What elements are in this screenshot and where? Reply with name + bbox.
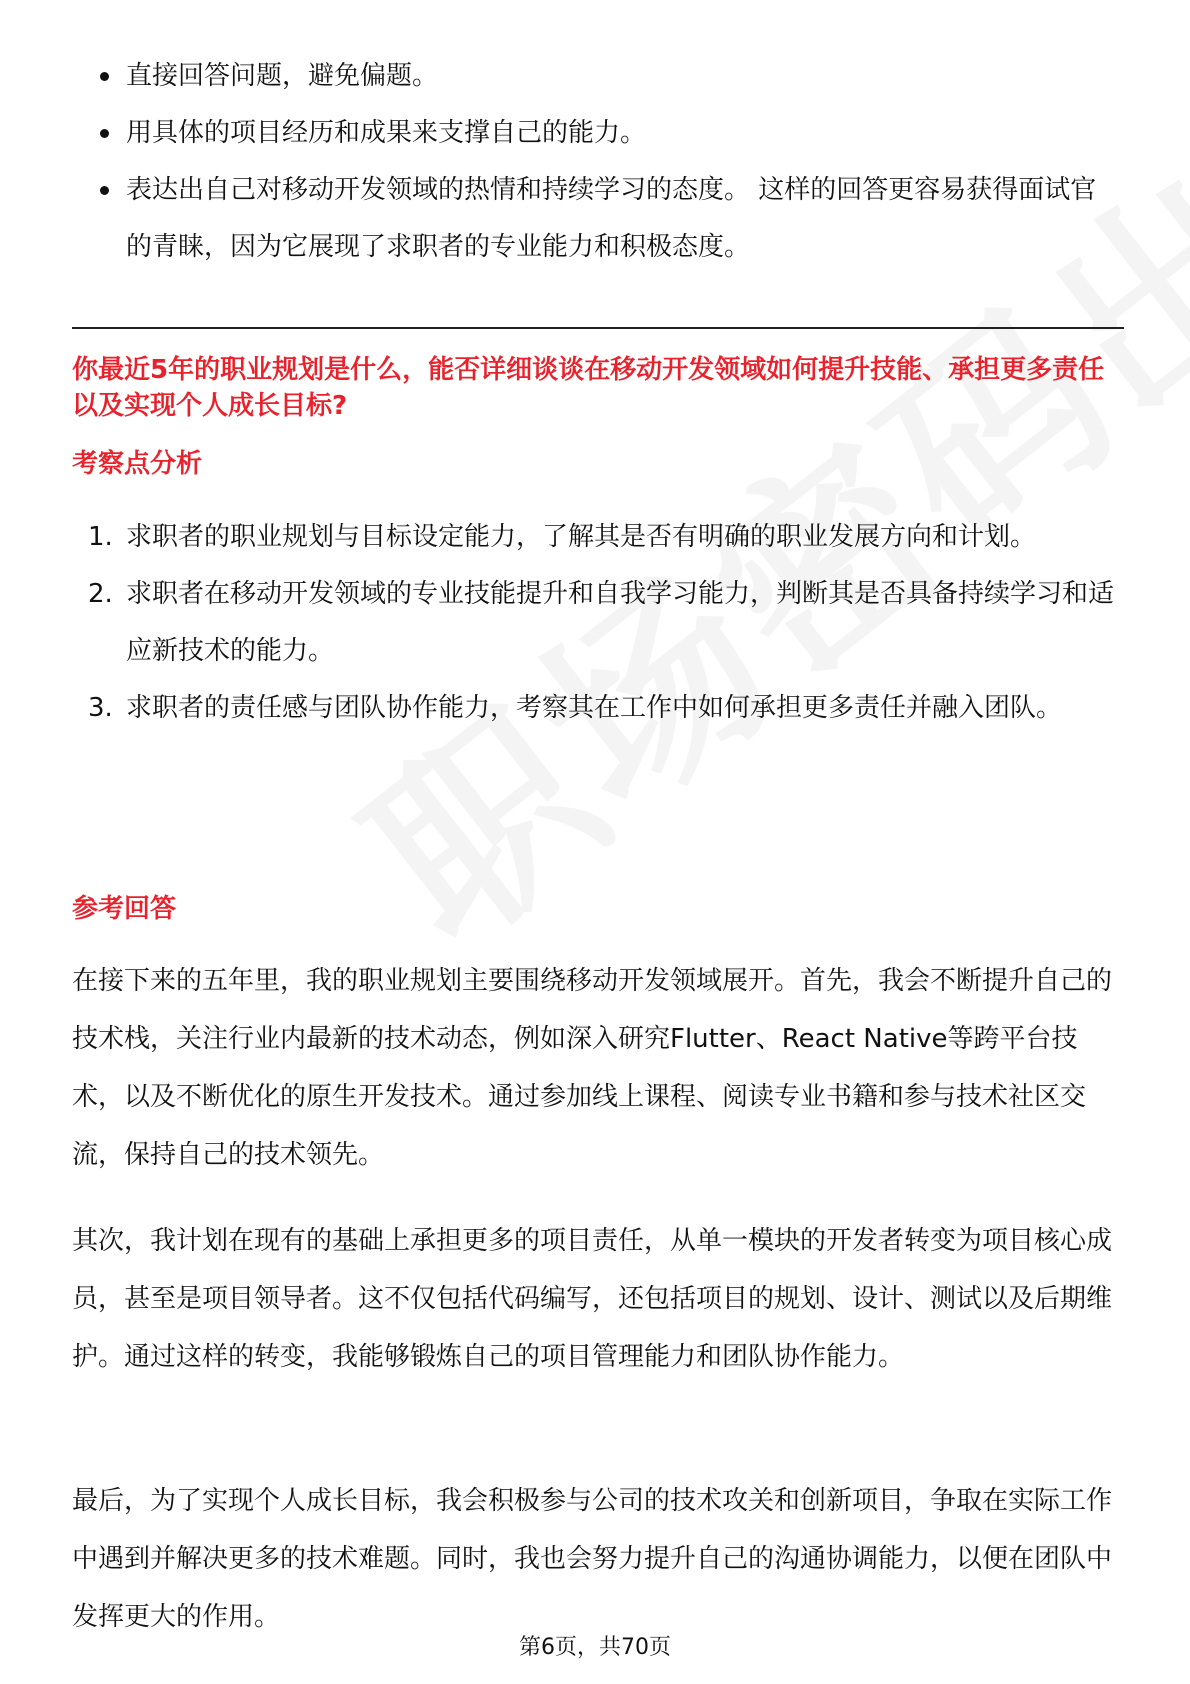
bullet-item (72, 48, 1122, 105)
item-number: 1. (88, 522, 113, 552)
bullet-list (72, 48, 1122, 276)
analysis-item (72, 509, 1124, 566)
item-number: 2. (88, 579, 113, 609)
section-divider (72, 327, 1124, 329)
analysis-heading: 考察点分析 (72, 449, 203, 479)
page-number: 第6页，共70页 (519, 1635, 671, 1660)
bullet-section (72, 48, 1122, 276)
item-text: 求职者在移动开发领域的专业技能提升和自我学习能力，判断其是否具备持续学习和适应新技术的能力。 (126, 579, 1115, 666)
analysis-item (72, 680, 1124, 737)
bullet-text: 用具体的项目经历和成果来支撑自己的能力。 (126, 118, 647, 148)
bullet-text: 直接回答问题，避免偏题。 (126, 61, 439, 91)
analysis-list (72, 509, 1124, 737)
bullet-dot-icon (100, 72, 109, 81)
bullet-text: 表达出自己对移动开发领域的热情和持续学习的态度。 这样的回答更容易获得面试官的青睐，因为它展现了求职者的专业能力和积极态度。 (126, 175, 1097, 262)
bullet-dot-icon (100, 129, 109, 138)
answer-paragraph: 最后，为了实现个人成长目标，我会积极参与公司的技术攻关和创新项目，争取在实际工作中遇到并解决更多的技术难题。同时，我也会努力提升自己的沟通协调能力，以便在团队中发挥更大的作用。 (72, 1486, 1113, 1632)
bullet-item (72, 105, 1122, 162)
item-number: 3. (88, 693, 113, 723)
question-heading: 你最近5年的职业规划是什么，能否详细谈谈在移动开发领域如何提升技能、承担更多责任以及实现个人成长目标? (72, 355, 1105, 421)
answer-paragraph: 在接下来的五年里，我的职业规划主要围绕移动开发领域展开。首先，我会不断提升自己的技术栈，关注行业内最新的技术动态，例如深入研究Flutter、React Native等跨平台技术，以及不断优化的原生开发技术。通过参加线上课程、阅读专业书籍和参与技术社区交流，保持自己的技术领先。 (72, 966, 1113, 1170)
answer-paragraph: 其次，我计划在现有的基础上承担更多的项目责任，从单一模块的开发者转变为项目核心成员，甚至是项目领导者。这不仅包括代码编写，还包括项目的规划、设计、测试以及后期维护。通过这样的转变，我能够锻炼自己的项目管理能力和团队协作能力。 (72, 1226, 1113, 1372)
analysis-item (72, 566, 1124, 680)
bullet-dot-icon (100, 186, 109, 195)
bullet-item (72, 162, 1122, 276)
item-text: 求职者的职业规划与目标设定能力，了解其是否有明确的职业发展方向和计划。 (126, 522, 1037, 552)
answer-heading: 参考回答 (72, 894, 177, 924)
item-text: 求职者的责任感与团队协作能力，考察其在工作中如何承担更多责任并融入团队。 (126, 693, 1063, 723)
